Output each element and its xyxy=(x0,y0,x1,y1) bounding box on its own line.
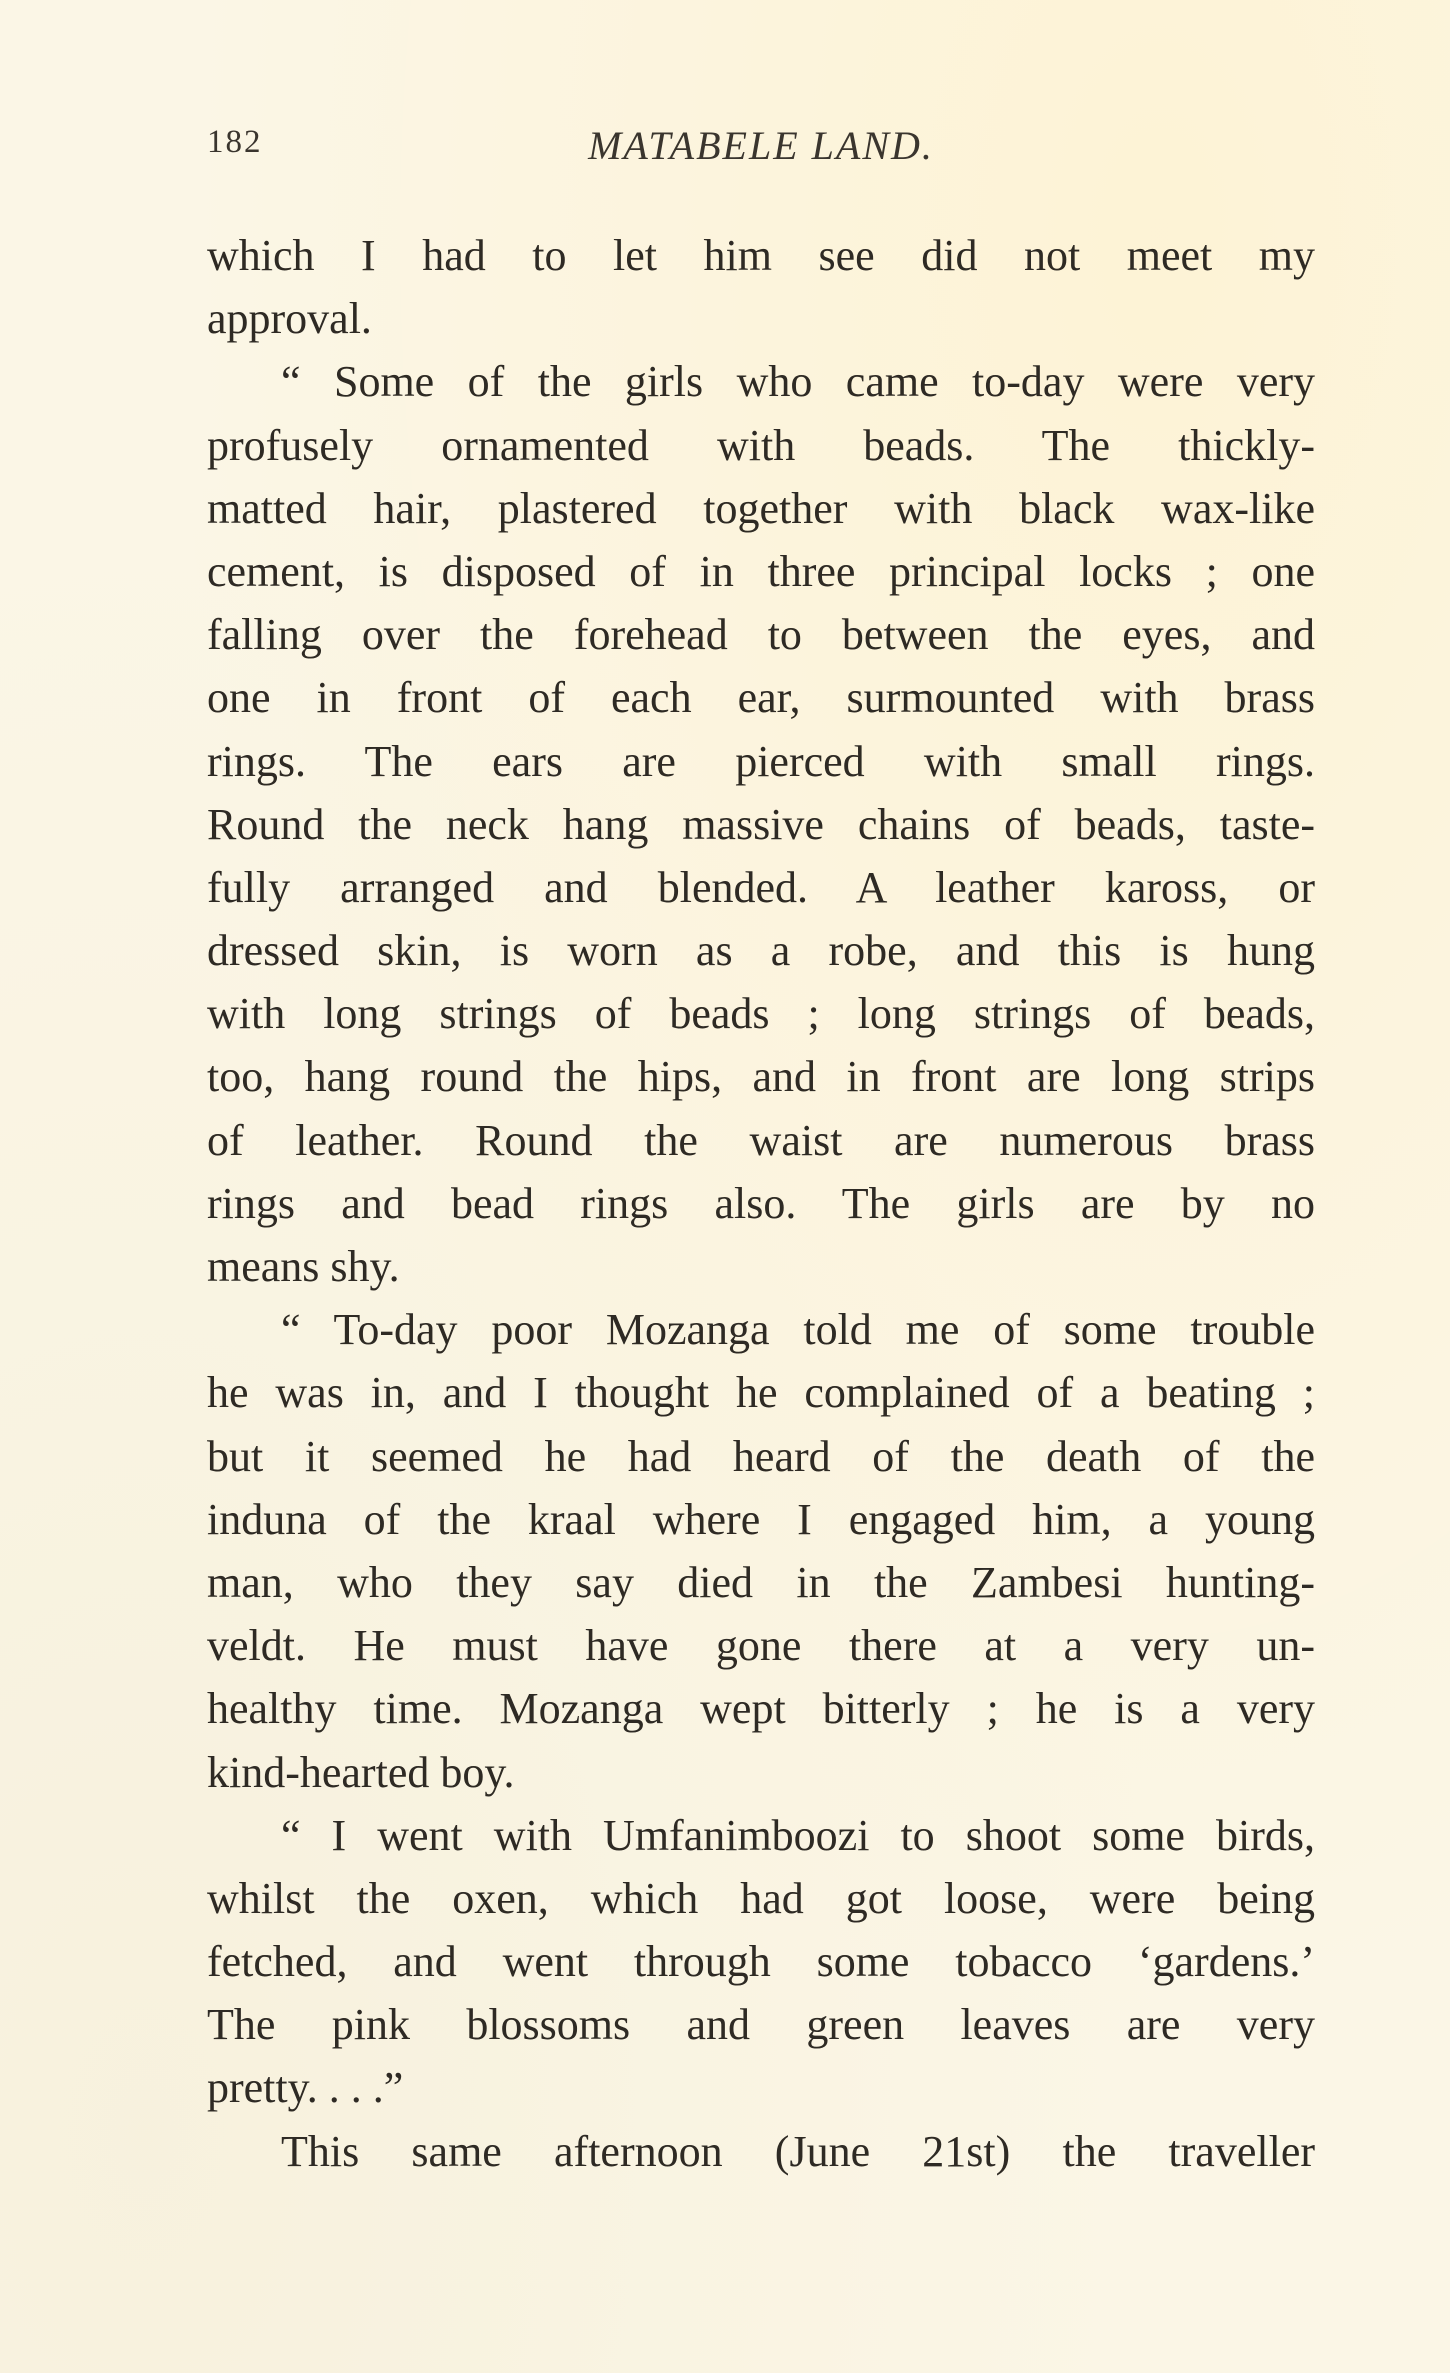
text-line: The pink blossoms and green leaves are very xyxy=(207,2000,1315,2050)
text-line: veldt. He must have gone there at a very un- xyxy=(207,1621,1315,1671)
text-line: whilst the oxen, which had got loose, were being xyxy=(207,1873,1315,1923)
text-line: too, hang round the hips, and in front are long strips xyxy=(207,1052,1315,1102)
text-line: one in front of each ear, surmounted with brass xyxy=(207,673,1315,723)
text-line: fetched, and went through some tobacco ‘gardens.’ xyxy=(207,1937,1315,1987)
book-page xyxy=(207,118,1315,2183)
text-line: man, who they say died in the Zambesi hunting- xyxy=(207,1557,1315,1607)
text-line: approval. xyxy=(207,294,372,344)
text-line: he was in, and I thought he complained of a beating ; xyxy=(207,1368,1315,1418)
text-line: kind-hearted boy. xyxy=(207,1747,515,1797)
text-line: “ I went with Umfanimboozi to shoot some birds, xyxy=(281,1810,1315,1860)
text-line: rings and bead rings also. The girls are by no xyxy=(207,1178,1315,1228)
text-line: fully arranged and blended. A leather kaross, or xyxy=(207,862,1315,912)
text-line: means shy. xyxy=(207,1242,400,1291)
text-line: dressed skin, is worn as a robe, and this is hung xyxy=(207,926,1315,976)
text-line: pretty. . . .” xyxy=(207,2063,404,2113)
page-number: 182 xyxy=(207,124,263,160)
text-line: matted hair, plastered together with black wax-like xyxy=(207,483,1315,533)
text-line: which I had to let him see did not meet my xyxy=(207,231,1315,280)
text-line: induna of the kraal where I engaged him, a young xyxy=(207,1494,1315,1544)
text-line: falling over the forehead to between the eyes, and xyxy=(207,610,1315,660)
running-title: MATABELE LAND. xyxy=(588,123,934,168)
text-line: “ To-day poor Mozanga told me of some trouble xyxy=(281,1305,1315,1355)
text-line: This same afternoon (June 21st) the traveller xyxy=(281,2126,1315,2176)
text-line: with long strings of beads ; long strings of beads, xyxy=(207,989,1315,1039)
body-text xyxy=(207,224,1315,2183)
text-line: rings. The ears are pierced with small rings. xyxy=(207,736,1315,786)
text-line: but it seemed he had heard of the death of the xyxy=(207,1431,1315,1481)
text-line: healthy time. Mozanga wept bitterly ; he is a very xyxy=(207,1684,1315,1734)
text-line: profusely ornamented with beads. The thickly- xyxy=(207,420,1315,470)
text-line: cement, is disposed of in three principal locks ; one xyxy=(207,546,1315,596)
text-line: Round the neck hang massive chains of beads, taste- xyxy=(207,799,1315,849)
page-header xyxy=(207,118,1315,178)
text-line: of leather. Round the waist are numerous brass xyxy=(207,1115,1315,1165)
text-line: “ Some of the girls who came to-day were very xyxy=(281,357,1315,407)
